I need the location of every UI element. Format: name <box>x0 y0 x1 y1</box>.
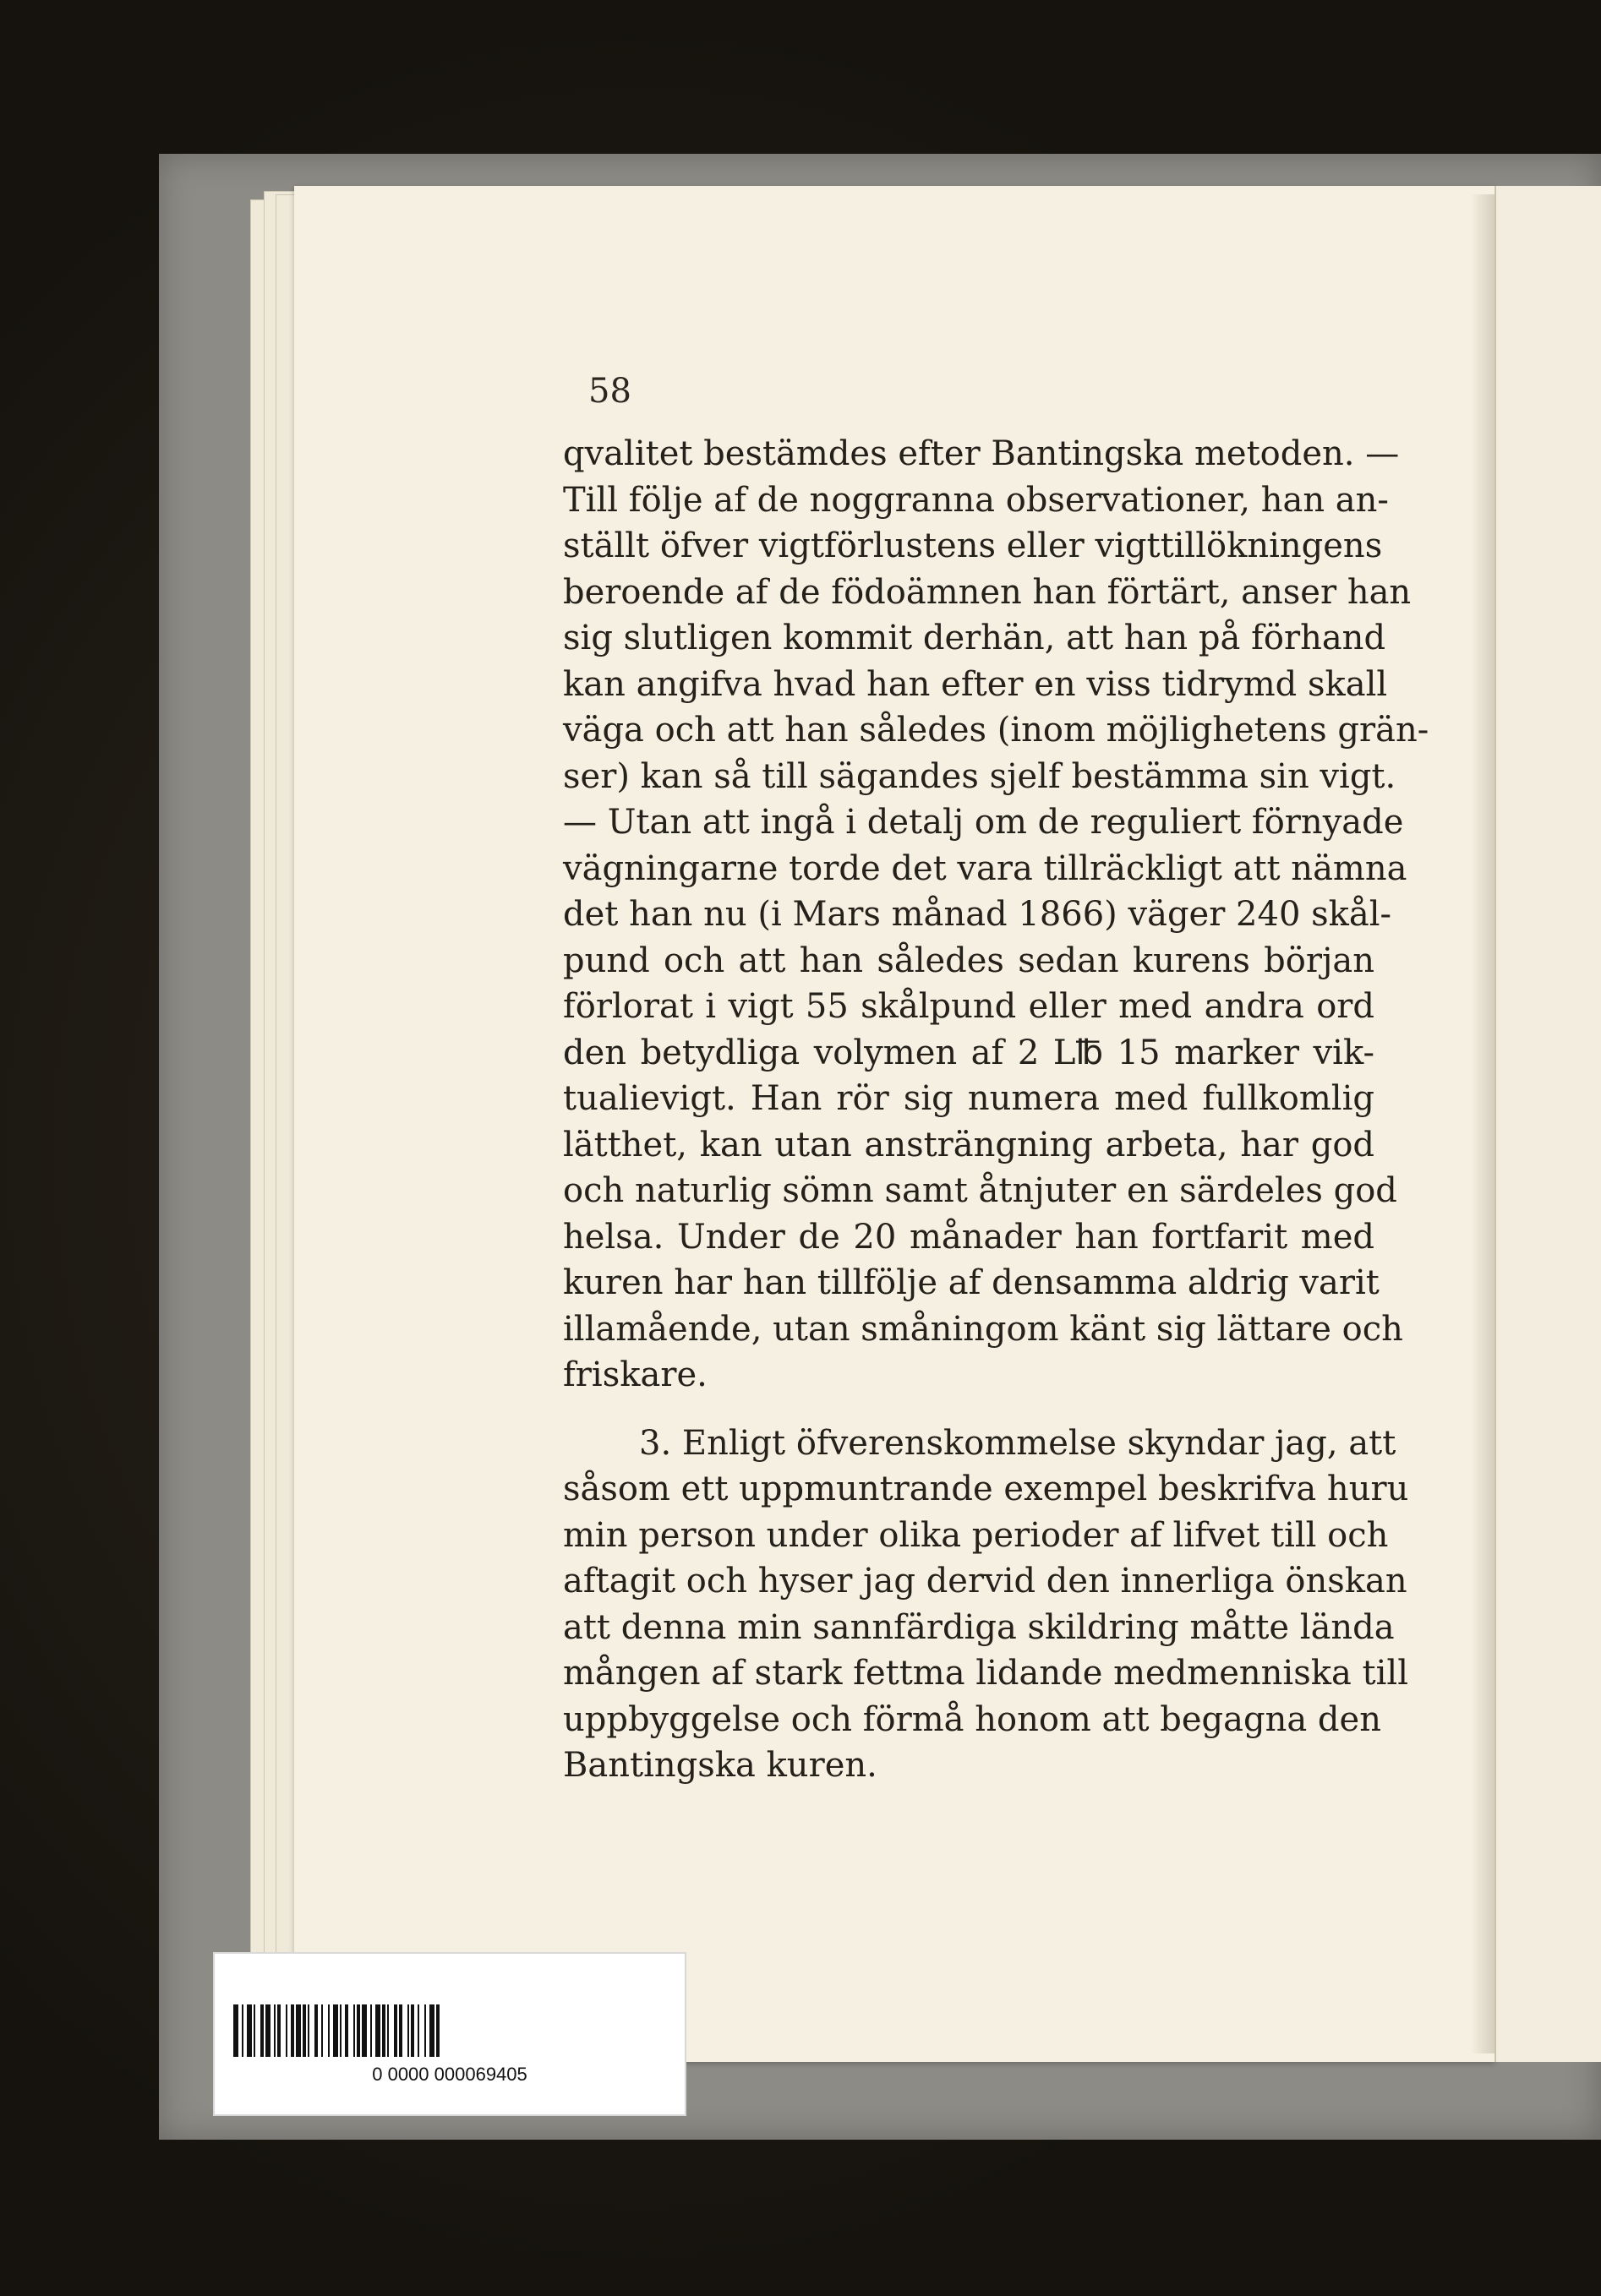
facing-page-edge <box>1494 186 1601 2062</box>
text-line: att denna min sannfärdiga skildring måtte lända <box>563 1607 1395 1647</box>
text-line: min person under olika perioder af lifvet till och <box>563 1515 1389 1555</box>
barcode-number: 0 0000 000069405 <box>372 2064 527 2085</box>
page-number: 58 <box>588 372 631 411</box>
text-line: ställt öfver vigtförlustens eller vigttillökningens <box>563 526 1383 565</box>
text-line: 3. Enligt öfverenskommelse skyndar jag, att <box>639 1423 1396 1463</box>
text-line: mången af stark fettma lidande medmenniska till <box>563 1654 1408 1693</box>
text-line: ser) kan så till sägandes sjelf bestämma sin vigt. <box>563 756 1396 796</box>
paragraph-gap <box>563 1399 1374 1421</box>
text-line: illamående, utan småningom känt sig lättare och <box>563 1309 1403 1349</box>
text-line: förlorat i vigt 55 skålpund eller med andra ord <box>563 987 1374 1026</box>
barcode-bar <box>440 2004 441 2057</box>
text-line: den betydliga volymen af 2 L℔ 15 marker vik- <box>563 1033 1374 1072</box>
barcode-label <box>213 1952 686 2116</box>
barcode-bars <box>233 2004 664 2057</box>
text-line: sig slutligen kommit derhän, att han på förhand <box>563 619 1386 657</box>
text-line: väga och att han således (inom möjlighetens grän- <box>563 711 1429 750</box>
text-line: Till följe af de noggranna observationer, han an- <box>563 480 1389 520</box>
text-line: tualievigt. Han rör sig numera med fullkomlig <box>563 1079 1374 1118</box>
text-line: och naturlig sömn samt åtnjuter en särdeles god <box>563 1171 1397 1210</box>
text-line: qvalitet bestämdes efter Bantingska metoden. — <box>563 434 1400 473</box>
text-line: kan angifva hvad han efter en viss tidrymd skall <box>563 664 1388 704</box>
text-line: vägningarne torde det vara tillräckligt att nämna <box>563 848 1407 888</box>
body-text <box>563 431 1429 1789</box>
text-line: friskare. <box>563 1355 708 1394</box>
text-line: kuren har han tillfölje af densamma aldrig varit <box>563 1263 1380 1302</box>
text-line: helsa. Under de 20 månader han fortfarit med <box>563 1217 1374 1257</box>
text-line: såsom ett uppmuntrande exempel beskrifva huru <box>563 1470 1409 1508</box>
text-line: uppbyggelse och förmå honom att begagna den <box>563 1699 1381 1739</box>
text-line: aftagit och hyser jag dervid den innerliga önskan <box>563 1562 1407 1601</box>
text-line: lätthet, kan utan ansträngning arbeta, har god <box>563 1125 1374 1164</box>
text-line: pund och att han således sedan kurens början <box>563 941 1374 980</box>
text-line: Bantingska kuren. <box>563 1746 877 1785</box>
text-line: det han nu (i Mars månad 1866) väger 240 skål- <box>563 895 1392 934</box>
text-line: beroende af de födoämnen han förtärt, anser han <box>563 572 1412 612</box>
text-line: — Utan att ingå i detalj om de reguliert förnyade <box>563 803 1404 842</box>
book-gutter <box>1471 194 1494 2053</box>
